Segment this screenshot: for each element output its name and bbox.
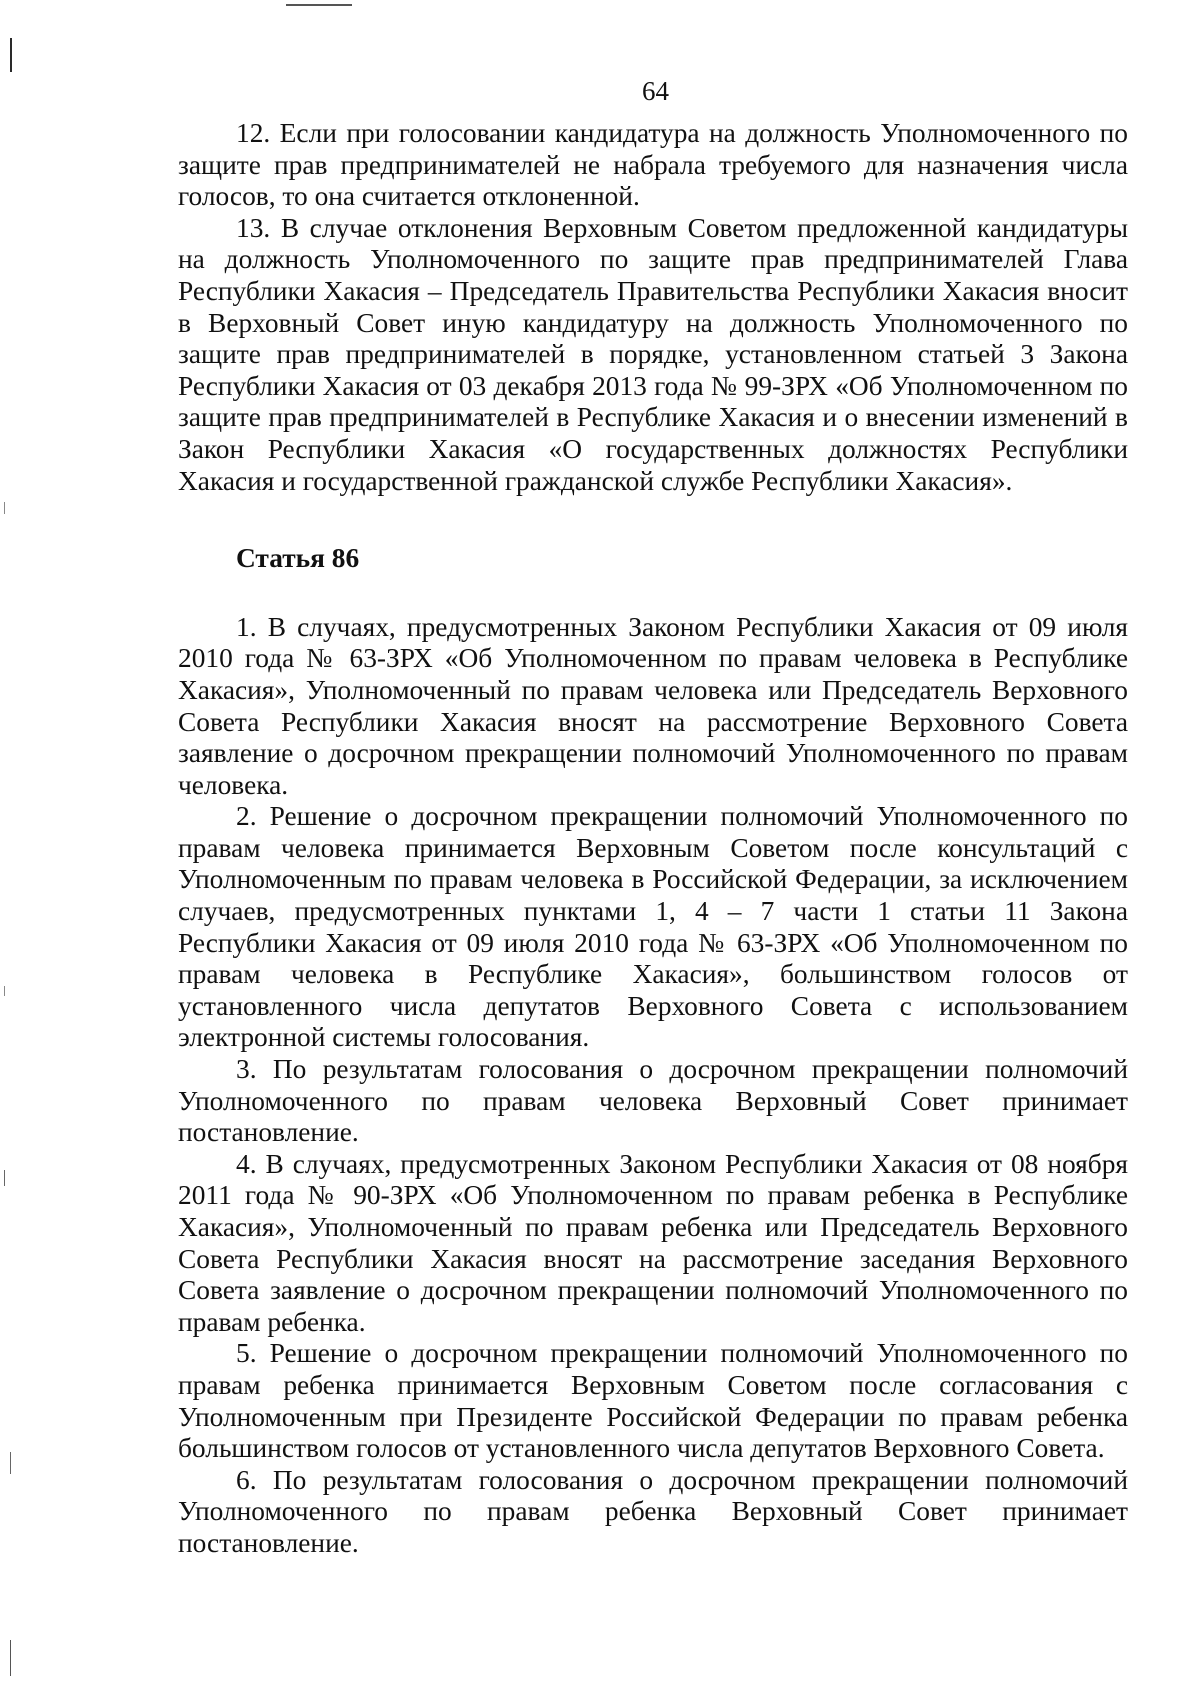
paragraph-13: 13. В случае отклонения Верховным Советом предложенной кандидатуры на должность Уполномоченного по защите прав предпринимателей Глава Республики Хакасия – Председатель Правительства Республики Хакасия вносит в Верховный Совет иную кандидатуру на должность Уполномоченного по защите прав предпринимателей в порядке, установленном статьей 3 Закона Республики Хакасия от 03 декабря 2013 года № 99-ЗРХ «Об Уполномоченном по защите прав предпринимателей в Республике Хакасия и о внесении изменений в Закон Республики Хакасия «О государственных должностях Республики Хакасия и государственной гражданской службе Республики Хакасия». (178, 212, 1128, 496)
article-paragraph-1: 1. В случаях, предусмотренных Законом Республики Хакасия от 09 июля 2010 года № 63-ЗРХ «Об Уполномоченном по правам человека в Республике Хакасия», Уполномоченный по правам человека или Председатель Верховного Совета Республики Хакасия вносят на рассмотрение Верховного Совета заявление о досрочном прекращении полномочий Уполномоченного по правам человека. (178, 611, 1128, 800)
scan-artifact-left (10, 1640, 11, 1676)
article-paragraph-3: 3. По результатам голосования о досрочном прекращении полномочий Уполномоченного по правам человека Верховный Совет принимает постановление. (178, 1054, 1128, 1148)
scan-artifact-left (4, 1170, 5, 1186)
article-title: Статья 86 (236, 543, 360, 574)
scan-artifact-left (10, 1452, 11, 1474)
document-body (178, 118, 1128, 1560)
article-paragraph-6: 6. По результатам голосования о досрочном прекращении полномочий Уполномоченного по правам ребенка Верховный Совет принимает постановление. (178, 1464, 1128, 1558)
paragraph-12: 12. Если при голосовании кандидатура на должность Уполномоченного по защите прав предпринимателей не набрала требуемого для назначения числа голосов, то она считается отклоненной. (178, 118, 1128, 212)
scan-artifact-left (4, 986, 5, 996)
article-paragraph-5: 5. Решение о досрочном прекращении полномочий Уполномоченного по правам ребенка принимается Верховным Советом после согласования с Уполномоченным при Президенте Российской Федерации по правам ребенка большинством голосов от установленного числа депутатов Верховного Совета. (178, 1338, 1128, 1464)
article-paragraph-2: 2. Решение о досрочном прекращении полномочий Уполномоченного по правам человека принимается Верховным Советом после консультаций с Уполномоченным по правам человека в Российской Федерации, за исключением случаев, предусмотренных пунктами 1, 4 – 7 части 1 статьи 11 Закона Республики Хакасия от 09 июля 2010 года № 63-ЗРХ «Об Уполномоченном по правам человека в Республике Хакасия», большинством голосов от установленного числа депутатов Верховного Совета с использованием электронной системы голосования. (178, 801, 1128, 1053)
scan-artifact-left (4, 502, 5, 514)
article-paragraph-4: 4. В случаях, предусмотренных Законом Республики Хакасия от 08 ноября 2011 года № 90-ЗРХ «Об Уполномоченном по правам ребенка в Республике Хакасия», Уполномоченный по правам ребенка или Председатель Верховного Совета Республики Хакасия вносят на рассмотрение заседания Верховного Совета заявление о досрочном прекращении полномочий Уполномоченного по правам ребенка. (178, 1148, 1128, 1337)
scan-artifact-left (10, 38, 12, 72)
page-number: 64 (642, 76, 669, 106)
scan-artifact-top (286, 4, 352, 6)
